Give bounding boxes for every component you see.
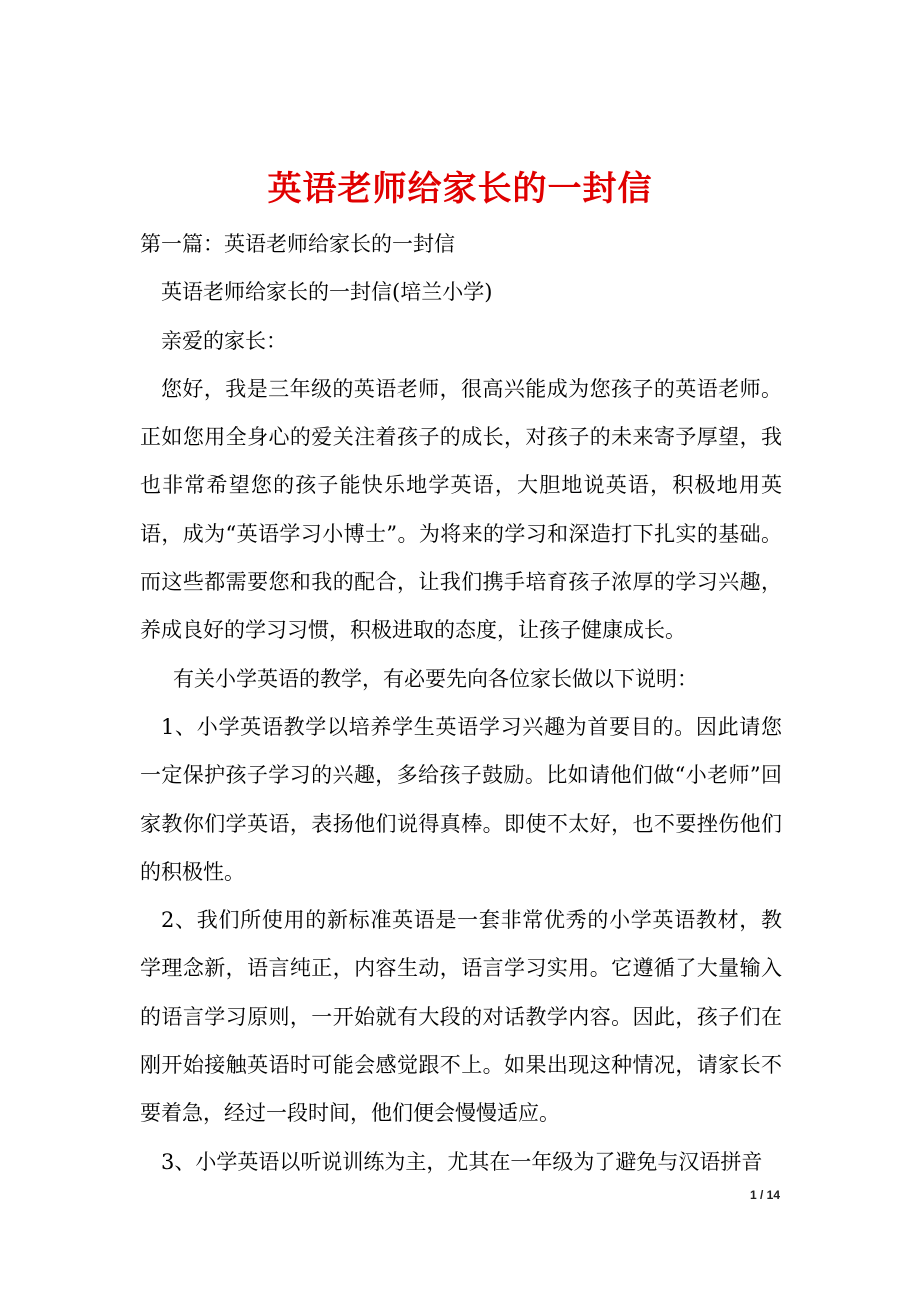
- item-3-paragraph: 3、小学英语以听说训练为主，尤其在一年级为了避免与汉语拼音: [161, 1149, 763, 1174]
- page-number: 1 / 14: [749, 1188, 780, 1202]
- section-heading: 第一篇：英语老师给家长的一封信: [140, 232, 455, 256]
- letter-subtitle: 英语老师给家长的一封信(培兰小学): [161, 280, 493, 305]
- document-title: 英语老师给家长的一封信: [267, 168, 653, 209]
- item-2-paragraph: 2、我们所使用的新标准英语是一套非常优秀的小学英语教材，教学理念新，语言纯正，内容生动，语言学习实用。它遵循了大量输入的语言学习原则，一开始就有大段的对话教学内容。因此，孩子们在刚开始接触英语时可能会感觉跟不上。如果出现这种情况，请家长不要着急，经过一段时间，他们便会慢慢适应。: [140, 908, 782, 1126]
- salutation: 亲爱的家长：: [161, 328, 287, 353]
- item-1-paragraph: 1、小学英语教学以培养学生英语学习兴趣为首要目的。因此请您一定保护孩子学习的兴趣，多给孩子鼓励。比如请他们做“小老师”回家教你们学英语，表扬他们说得真棒。即使不太好，也不要挫伤他们的积极性。: [140, 714, 782, 884]
- intro-paragraph: 您好，我是三年级的英语老师，很高兴能成为您孩子的英语老师。正如您用全身心的爱关注着孩子的成长，对孩子的未来寄予厚望，我也非常希望您的孩子能快乐地学英语，大胆地说英语，积极地用英语，成为“英语学习小博士”。为将来的学习和深造打下扎实的基础。而这些都需要您和我的配合，让我们携手培育孩子浓厚的学习兴趣，养成良好的学习习惯，积极进取的态度，让孩子健康成长。: [140, 376, 782, 643]
- document-body: [140, 220, 782, 1186]
- notes-intro: 有关小学英语的教学，有必要先向各位家长做以下说明：: [173, 666, 698, 691]
